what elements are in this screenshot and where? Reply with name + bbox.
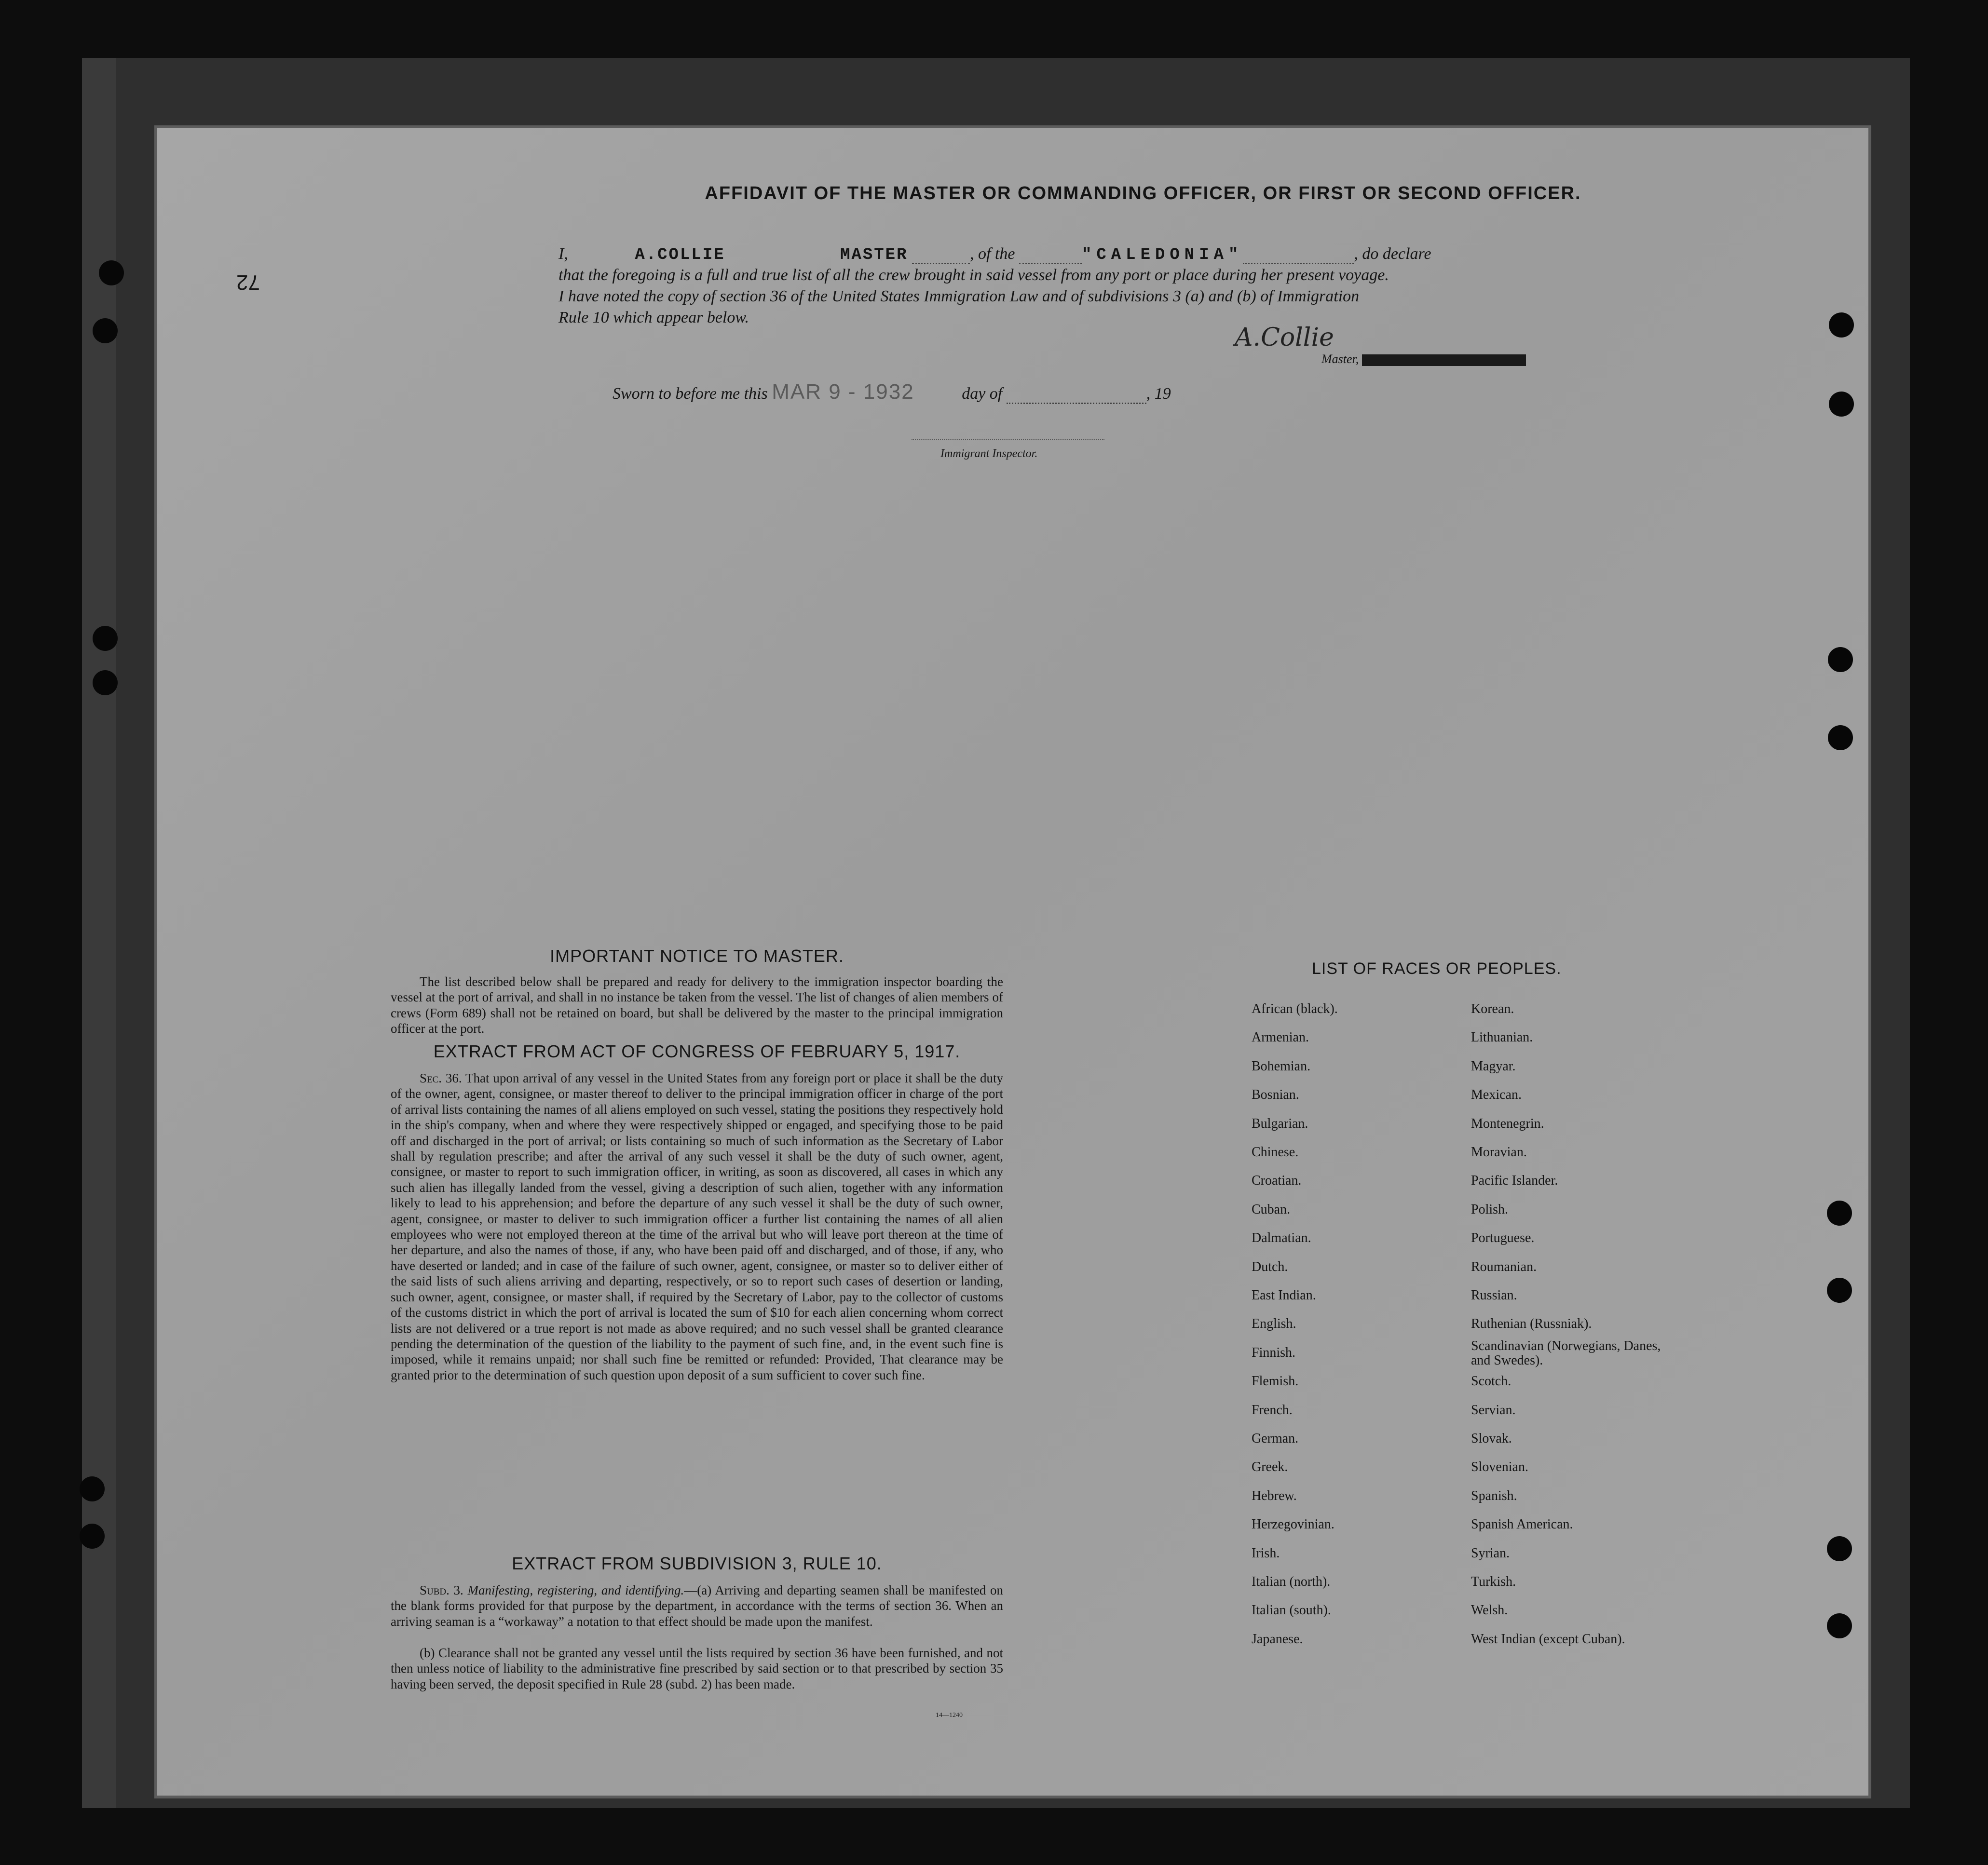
race-item: Montenegrin. [1471, 1116, 1544, 1131]
do-declare-label: , do declare [1354, 245, 1431, 263]
race-item: Scandinavian (Norwegians, Danes, and Swedes). [1471, 1338, 1661, 1368]
race-item: Chinese. [1252, 1145, 1299, 1160]
race-item: Japanese. [1252, 1631, 1303, 1647]
race-item: Greek. [1252, 1460, 1288, 1475]
binder-hole [93, 670, 118, 695]
date-stamp: MAR 9 - 1932 [772, 380, 914, 404]
subd-para-a: —(a) Arriving and departing seamen shall be manifested on the blank forms provided for that purpose by the department, in accordance with the terms of section 36. When an arriving seaman is a “workaway” a notation to that effect should be made upon the manifest. [391, 1583, 1003, 1629]
extract-act-title: EXTRACT FROM ACT OF CONGRESS OF FEBRUARY 5, 1917. [433, 1041, 961, 1061]
race-item: Spanish American. [1471, 1517, 1573, 1532]
race-item: Portuguese. [1471, 1230, 1535, 1246]
affidavit-line-1 [558, 245, 1431, 264]
binder-hole [1827, 1536, 1852, 1561]
race-item: Flemish. [1252, 1374, 1299, 1389]
binder-hole [1829, 312, 1854, 338]
i-label: I, [558, 245, 568, 263]
binder-hole [1828, 647, 1853, 672]
sworn-label: Sworn to before me this [613, 385, 768, 403]
affidavit-line-2: that the foregoing is a full and true list of all the crew brought in said vessel from any port or place during her present voyage. [558, 266, 1389, 284]
race-item: Welsh. [1471, 1603, 1508, 1618]
race-item: French. [1252, 1402, 1293, 1418]
binder-hole [1829, 392, 1854, 417]
race-item: Moravian. [1471, 1145, 1527, 1160]
race-item: Dutch. [1252, 1259, 1288, 1274]
race-item: Scotch. [1471, 1374, 1511, 1389]
race-item: Ruthenian (Russniak). [1471, 1316, 1592, 1332]
race-item: Mexican. [1471, 1087, 1522, 1103]
race-item: Finnish. [1252, 1345, 1296, 1360]
race-item: German. [1252, 1431, 1299, 1446]
master-signature-line [1321, 352, 1526, 366]
race-item: Armenian. [1252, 1030, 1309, 1045]
sworn-line [613, 380, 1171, 404]
master-rank: MASTER [840, 246, 908, 264]
race-item: Magyar. [1471, 1058, 1516, 1074]
notice-title: IMPORTANT NOTICE TO MASTER. [550, 946, 844, 966]
race-item: Bulgarian. [1252, 1116, 1308, 1131]
race-item: Herzegovinian. [1252, 1517, 1334, 1532]
vessel-name: "CALEDONIA" [1081, 246, 1243, 264]
inspector-signature-line [912, 439, 1104, 440]
race-item: Russian. [1471, 1288, 1517, 1303]
race-item: English. [1252, 1316, 1296, 1332]
binder-hole [1828, 725, 1853, 750]
races-title: LIST OF RACES OR PEOPLES. [1312, 960, 1562, 978]
margin-mark: 72 [236, 270, 260, 294]
binder-hole [1827, 1613, 1852, 1638]
race-item: Spanish. [1471, 1488, 1517, 1503]
subd-label: Subd. 3. [420, 1583, 463, 1597]
master-label: Master, [1321, 352, 1359, 366]
binder-hole [1827, 1278, 1852, 1303]
form-code: 14—1240 [936, 1712, 963, 1719]
binder-hole [93, 626, 118, 651]
year-label: , 19 [1146, 385, 1171, 403]
affidavit-title: AFFIDAVIT OF THE MASTER OR COMMANDING OFFICER, OR FIRST OR SECOND OFFICER. [705, 183, 1581, 203]
race-item: Italian (north). [1252, 1574, 1331, 1589]
race-item: Pacific Islander. [1471, 1173, 1558, 1189]
race-item: Polish. [1471, 1202, 1509, 1217]
notice-text: The list described below shall be prepared and ready for delivery to the immigration inspector boarding the vessel at the port of arrival, and shall in no instance be taken from the vessel. The list of changes of alien members of crews (Form 689) shall not be retained on board, but shall be delivered by the master to the principal immigration officer at the port. [391, 974, 1003, 1036]
affidavit-line-4: Rule 10 which appear below. [558, 309, 749, 326]
race-item: Dalmatian. [1252, 1230, 1311, 1246]
race-item: Servian. [1471, 1402, 1516, 1418]
race-item: Cuban. [1252, 1202, 1291, 1217]
subd-heading: Manifesting, registering, and identifying. [467, 1583, 684, 1597]
extract-rule-para-a [391, 1582, 1003, 1629]
sec-label: Sec. 36. [420, 1071, 462, 1085]
binder-hole [80, 1524, 105, 1549]
master-signature: A.Collie [1235, 323, 1334, 352]
affidavit-line-3: I have noted the copy of section 36 of the United States Immigration Law and of subdivisions 3 (a) and (b) of Immigration [558, 287, 1360, 305]
race-item: Irish. [1252, 1545, 1280, 1561]
bleed-through-heading [424, 198, 433, 233]
race-item: West Indian (except Cuban). [1471, 1631, 1625, 1647]
binder-hole [1827, 1201, 1852, 1226]
race-item: East Indian. [1252, 1288, 1316, 1303]
race-item: Lithuanian. [1471, 1030, 1533, 1045]
race-item: Hebrew. [1252, 1488, 1297, 1503]
race-item: Slovak. [1471, 1431, 1512, 1446]
race-item: Roumanian. [1471, 1259, 1537, 1274]
sec-text: That upon arrival of any vessel in the United States from any foreign port or place it shall be the duty of the owner, agent, consignee, or master thereof to deliver to the principal immigration officer in charge of the port of arrival lists containing the names of all aliens employed on such vessel, stating the positions they respectively hold in the ship's company, when and where they were respectively shipped or engaged, and specifying those to be paid off and discharged in the port of arrival; or lists containing so much of such information as the Secretary of Labor shall by regulation prescribe; and after the arrival of any such vessel it shall be the duty of such owner, agent, consignee, or master to report to such immigration officer, in writing, as soon as discovered, all cases in which any such alien has illegally landed from the vessel, giving a description of such alien, together with any information likely to lead to his apprehension; and before the departure of any such vessel it shall be the duty of such owner, agent, consignee, or master to deliver to such immigration officer a further list containing the names of all alien employees who were not employed thereon at the time of the arrival but who will leave port thereon at the time of her departure, and also the names of those, if any, who have been paid off and discharged, and of those, if any, who have deserted or landed; and in case of the failure of such owner, agent, consignee, or master so to deliver either of the said lists of such aliens arriving and departing, respectively, or so to report such cases of desertion or landing, such owner, agent, consignee, or master shall, if required by the Secretary of Labor, pay to the collector of customs of the customs district in which the port of arrival is located the sum of $10 for each alien concerning whom correct lists are not delivered or a true report is not made as above required; and no such vessel shall be granted clearance pending the determination of the question of the liability to the payment of such fine, and, in the event such fine is imposed, while it remains unpaid; nor shall such fine be remitted or refunded: Provided, That clearance may be granted prior to the determination of such question upon deposit of a sum sufficient to cover such fine. [391, 1071, 1004, 1382]
day-of-label: day of [962, 385, 1003, 403]
master-name: A.COLLIE [635, 246, 725, 264]
race-item: Bohemian. [1252, 1058, 1311, 1074]
race-item: Italian (south). [1252, 1603, 1331, 1618]
document-page [154, 125, 1871, 1798]
inspector-label: Immigrant Inspector. [940, 447, 1038, 460]
binder-hole [99, 260, 124, 285]
binder-hole [80, 1476, 105, 1501]
race-item: Korean. [1471, 1001, 1514, 1016]
extract-act-text [391, 1070, 1003, 1383]
race-item: African (black). [1252, 1001, 1338, 1016]
redaction-bar [1362, 354, 1526, 366]
extract-rule-para-b: (b) Clearance shall not be granted any vessel until the lists required by section 36 have been furnished, and not then unless notice of liability to the administrative fine prescribed by said section or to that prescribed by section 35 having been served, the deposit specified in Rule 28 (subd. 2) has been made. [391, 1646, 1003, 1691]
race-item: Syrian. [1471, 1545, 1510, 1561]
of-the-label: , of the [969, 245, 1015, 263]
race-item: Bosnian. [1252, 1087, 1299, 1103]
extract-rule-title: EXTRACT FROM SUBDIVISION 3, RULE 10. [512, 1554, 882, 1573]
race-item: Turkish. [1471, 1574, 1516, 1589]
binder-hole [93, 318, 118, 343]
race-item: Slovenian. [1471, 1460, 1528, 1475]
race-item: Croatian. [1252, 1173, 1302, 1189]
